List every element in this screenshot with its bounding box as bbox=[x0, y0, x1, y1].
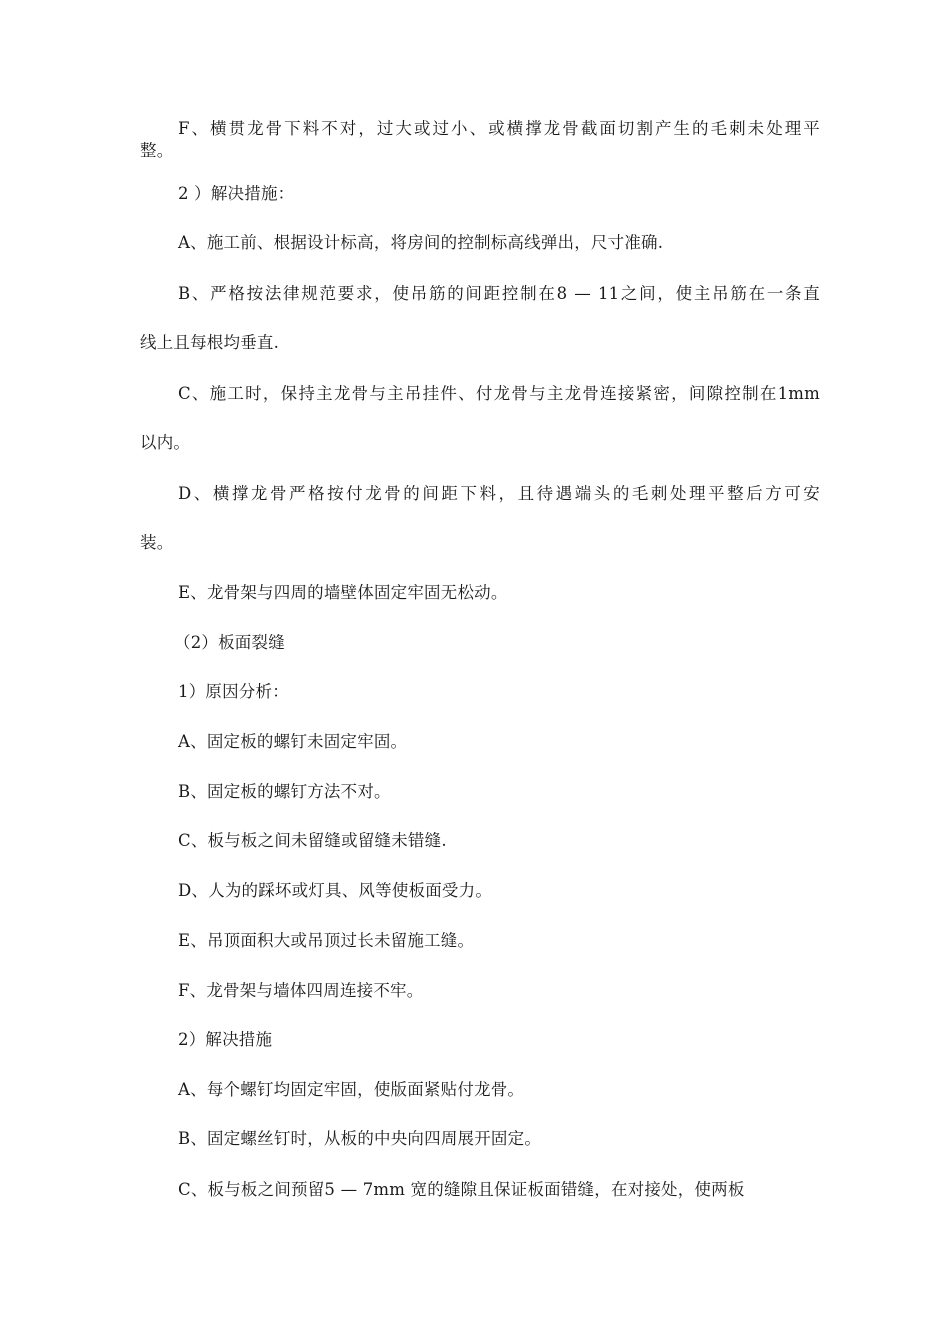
list-item: C、板与板之间未留缝或留缝未错缝. bbox=[178, 831, 447, 850]
paragraph-line: B、严格按法律规范要求，使吊筋的间距控制在8 — 11之间，使主吊筋在一条直 bbox=[178, 284, 820, 303]
list-item: A、每个螺钉均固定牢固，使版面紧贴付龙骨。 bbox=[178, 1080, 525, 1099]
section-heading: 2 ）解决措施： bbox=[178, 184, 295, 203]
paragraph-line: 装。 bbox=[140, 533, 174, 552]
section-heading: （2）板面裂缝 bbox=[174, 633, 285, 652]
section-heading: 1）原因分析： bbox=[178, 682, 289, 701]
section-heading: 2）解决措施 bbox=[178, 1030, 273, 1049]
paragraph-line: D、横撑龙骨严格按付龙骨的间距下料，且待遇端头的毛刺处理平整后方可安 bbox=[178, 484, 820, 503]
list-item: B、固定螺丝钉时，从板的中央向四周展开固定。 bbox=[178, 1129, 542, 1148]
paragraph-line: C、施工时，保持主龙骨与主吊挂件、付龙骨与主龙骨连接紧密，间隙控制在1mm bbox=[178, 384, 820, 403]
paragraph-line: F、横贯龙骨下料不对，过大或过小、或横撑龙骨截面切割产生的毛刺未处理平 bbox=[178, 119, 820, 138]
list-item: E、吊顶面积大或吊顶过长未留施工缝。 bbox=[178, 931, 475, 950]
list-item: A、固定板的螺钉未固定牢固。 bbox=[178, 732, 408, 751]
paragraph-line: A、施工前、根据设计标高，将房间的控制标高线弹出，尺寸准确. bbox=[178, 233, 664, 252]
list-item: D、人为的踩坏或灯具、风等使板面受力。 bbox=[178, 881, 493, 900]
list-item: B、固定板的螺钉方法不对。 bbox=[178, 782, 391, 801]
paragraph-line: 线上且每根均垂直. bbox=[140, 333, 280, 352]
paragraph-line: E、龙骨架与四周的墙壁体固定牢固无松动。 bbox=[178, 583, 508, 602]
paragraph-line: 整。 bbox=[140, 141, 174, 160]
list-item: C、板与板之间预留5 — 7mm 宽的缝隙且保证板面错缝，在对接处，使两板 bbox=[178, 1180, 745, 1199]
list-item: F、龙骨架与墙体四周连接不牢。 bbox=[178, 981, 424, 1000]
paragraph-line: 以内。 bbox=[140, 433, 191, 452]
